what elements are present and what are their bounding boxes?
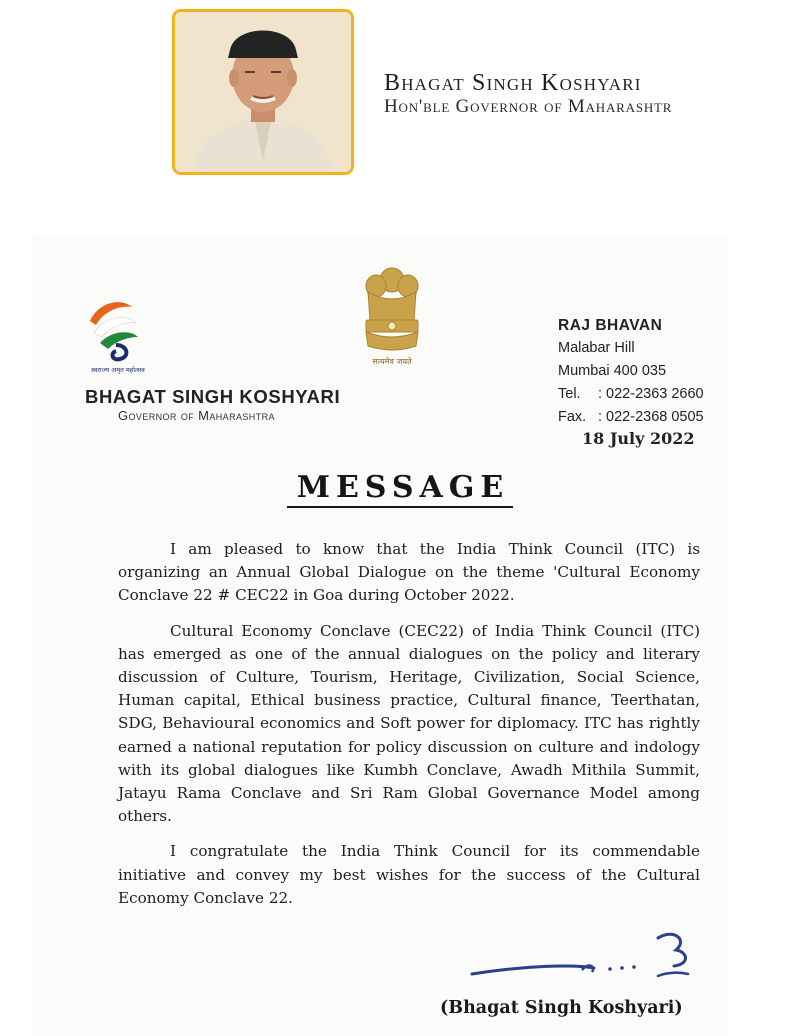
message-heading-text: MESSAGE — [287, 470, 514, 508]
address-block — [558, 314, 704, 429]
fax-label: Fax. — [558, 409, 587, 425]
signatory-name: (Bhagat Singh Koshyari) — [440, 998, 683, 1018]
message-body — [118, 538, 700, 922]
signature — [462, 926, 702, 996]
message-heading — [0, 470, 800, 505]
emblem-motto: सत्यमेव जयते — [372, 357, 412, 366]
sender-title: Governor of Maharashtra — [118, 408, 275, 423]
governor-photo — [172, 9, 354, 175]
address-line-2: Mumbai 400 035 — [558, 363, 667, 379]
logo-caption: स्वराज्य अमृत महोत्सव — [91, 366, 145, 374]
address-org: RAJ BHAVAN — [558, 317, 663, 334]
telephone-row — [558, 383, 704, 406]
sender-name: BHAGAT SINGH KOSHYARI — [85, 386, 341, 407]
message-paragraph: I congratulate the India Think Council for its commendable initiative and convey my best wishes for the success of the Cultural Economy Conclave 22. — [118, 842, 700, 907]
telephone-value: : 022-2363 2660 — [598, 386, 704, 402]
azadi-ka-amrit-mahotsav-logo — [80, 293, 156, 375]
state-emblem-icon — [358, 262, 426, 368]
message-paragraph: Cultural Economy Conclave (CEC22) of India Think Council (ITC) has emerged as one of the annual dialogues on the policy and literary discussion of Culture, Tourism, Heritage, Civilization, Social Science, Human capital, Ethical business practice, Cultural finance, Teerthatan, SDG, Behavioural economics and Soft power for diplomacy. ITC has rightly earned a national reputation for policy discussion on culture and indology with its global dialogues like Kumbh Conclave, Awadh Mithila Summit, Jatayu Rama Conclave and Sri Ram Global Governance Model among others. — [118, 621, 700, 826]
fax-value: : 022-2368 0505 — [598, 409, 704, 425]
address-line-1: Malabar Hill — [558, 340, 635, 356]
fax-row — [558, 406, 704, 429]
letter-date: 18 July 2022 — [582, 429, 695, 448]
header-name: Bhagat Singh Koshyari — [384, 70, 642, 96]
header-title: Hon'ble Governor of Maharashtr — [384, 96, 673, 117]
telephone-label: Tel. — [558, 386, 581, 402]
message-paragraph: I am pleased to know that the India Think Council (ITC) is organizing an Annual Global Dialogue on the theme 'Cultural Economy Conclave 22 # CEC22 in Goa during October 2022. — [118, 540, 700, 605]
